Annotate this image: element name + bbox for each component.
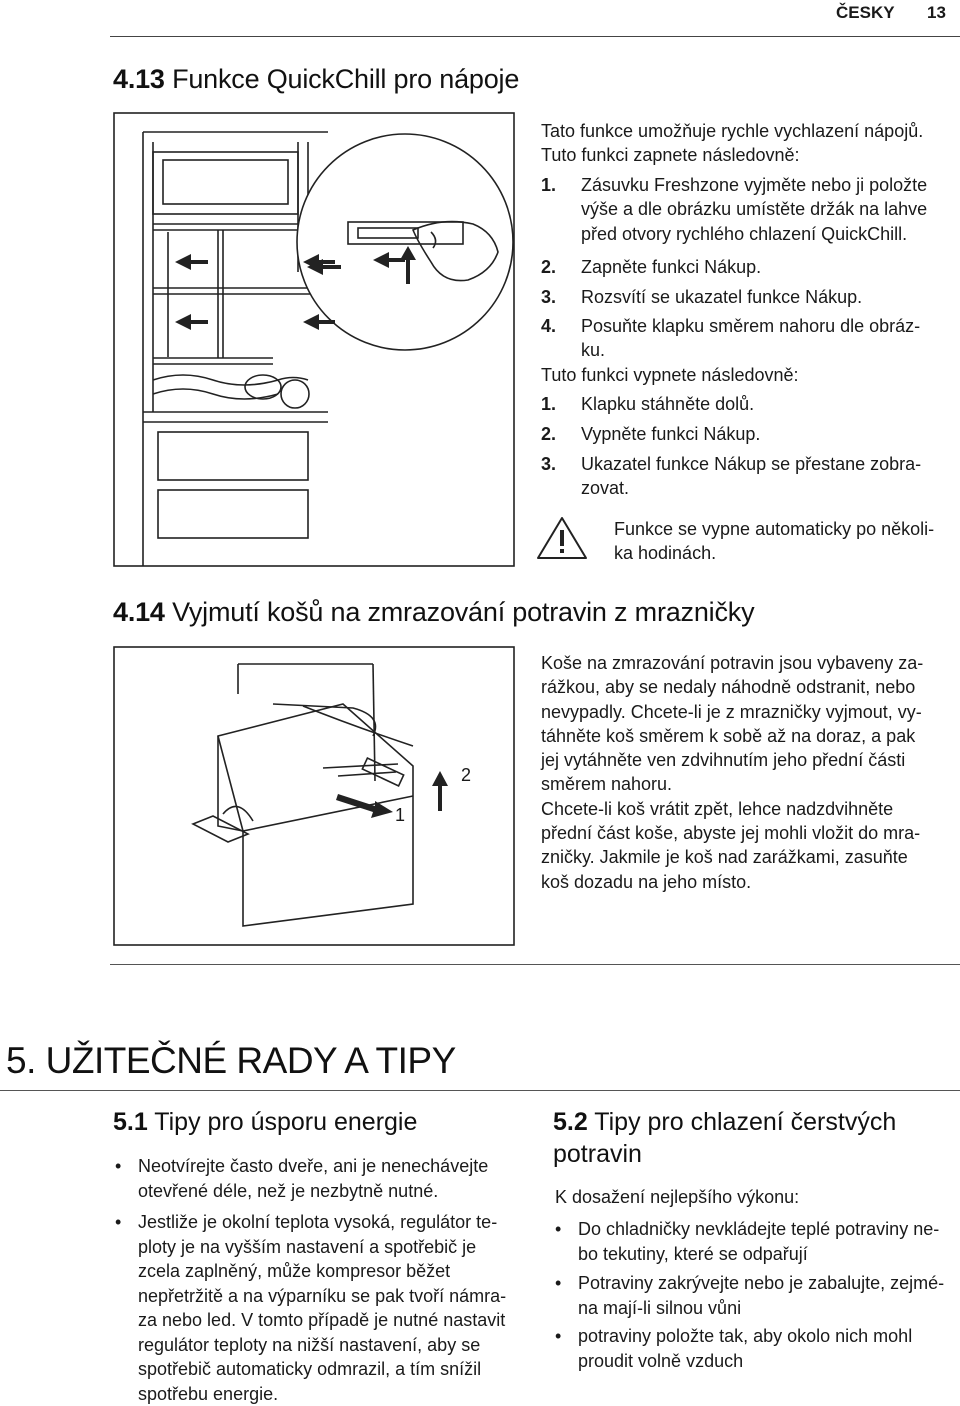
bullet-text: na mají-li silnou vůni bbox=[578, 1296, 944, 1321]
bullet-text: spotřebu energie. bbox=[138, 1382, 506, 1406]
section-4-14-heading bbox=[113, 597, 754, 628]
bullet-text: nepřetržitě a na výparníku se pak tvoří námra- bbox=[138, 1284, 506, 1309]
bullet-icon: • bbox=[555, 1217, 561, 1242]
section-4-13-heading bbox=[113, 64, 519, 95]
step-number: 3. bbox=[541, 285, 556, 309]
bullet-text: bo tekutiny, které se odpařují bbox=[578, 1242, 939, 1267]
body-line: nevypadly. Chcete-li je z mrazničky vyjmout, vy- bbox=[541, 700, 923, 724]
fridge-quickchill-illustration bbox=[113, 112, 515, 567]
bullet-text: ploty je na vyšším nastavení a spotřebič je bbox=[138, 1235, 506, 1260]
body-line: rážkou, aby se nedaly náhodně odstranit, nebo bbox=[541, 675, 923, 699]
freezer-basket-illustration bbox=[113, 646, 515, 946]
step-number: 1. bbox=[541, 392, 556, 416]
page-number: 13 bbox=[927, 3, 946, 23]
section-title-line: Tipy pro chlazení čerstvých bbox=[594, 1108, 896, 1136]
warning-text bbox=[614, 517, 934, 566]
section-4-14-body bbox=[541, 651, 923, 894]
step-text: Klapku stáhněte dolů. bbox=[581, 392, 754, 416]
step-text: Vypněte funkci Nákup. bbox=[581, 422, 760, 446]
step-text: Zapněte funkci Nákup. bbox=[581, 255, 761, 279]
body-line: jej vytáhněte ven zdvihnutím jeho přední části bbox=[541, 748, 923, 772]
body-line: Chcete-li koš vrátit zpět, lehce nadzdvihněte bbox=[541, 797, 923, 821]
step-number: 1. bbox=[541, 173, 556, 197]
section-title: Funkce QuickChill pro nápoje bbox=[172, 64, 519, 94]
bullet-icon: • bbox=[555, 1324, 561, 1349]
chapter-divider bbox=[0, 1090, 960, 1091]
section-title: Tipy pro úsporu energie bbox=[154, 1108, 417, 1136]
section-number: 4.13 bbox=[113, 64, 165, 94]
step-text: ku. bbox=[581, 338, 920, 362]
bullet-icon: • bbox=[555, 1271, 561, 1296]
bullet-text: otevřené déle, než je nezbytně nutné. bbox=[138, 1179, 488, 1204]
step-text: Ukazatel funkce Nákup se přestane zobra- bbox=[581, 452, 921, 476]
bullet-text: za nebo led. V tomto případě je nutné nastavit bbox=[138, 1308, 506, 1333]
bullet-text: spotřebič automaticky odmrazil, a tím snížil bbox=[138, 1357, 506, 1382]
bullet-icon: • bbox=[115, 1210, 121, 1235]
step-number: 2. bbox=[541, 422, 556, 446]
chapter-5-heading bbox=[6, 1040, 456, 1082]
off-intro: Tuto funkci vypnete následovně: bbox=[541, 363, 799, 387]
step-number: 3. bbox=[541, 452, 556, 476]
section-5-2-heading bbox=[553, 1106, 953, 1170]
bullet-text: zcela zaplněný, může kompresor běžet bbox=[138, 1259, 506, 1284]
section-title-line: potravin bbox=[553, 1140, 642, 1168]
body-line: přední část koše, abyste jej mohli vložit do mra- bbox=[541, 821, 923, 845]
bullet-text: Potraviny zakrývejte nebo je zabalujte, zejmé- bbox=[578, 1271, 944, 1296]
step-number: 2. bbox=[541, 255, 556, 279]
callout-1: 1 bbox=[395, 805, 405, 826]
intro-line: Tuto funkci zapnete následovně: bbox=[541, 143, 923, 167]
header-divider bbox=[110, 36, 960, 37]
bullet-text: Jestliže je okolní teplota vysoká, regulátor te- bbox=[138, 1210, 506, 1235]
bullet-text: proudit volně vzduch bbox=[578, 1349, 912, 1374]
intro-line: Tato funkce umožňuje rychle vychlazení nápojů. bbox=[541, 119, 923, 143]
warning-line: Funkce se vypne automaticky po několi- bbox=[614, 517, 934, 541]
bullet-icon: • bbox=[115, 1154, 121, 1179]
bullet-text: Neotvírejte často dveře, ani je nenechávejte bbox=[138, 1154, 488, 1179]
section-number: 5.1 bbox=[113, 1108, 148, 1136]
body-line: Koše na zmrazování potravin jsou vybaveny za- bbox=[541, 651, 923, 675]
body-line: zničky. Jakmile je koš nad zarážkami, zasuňte bbox=[541, 845, 923, 869]
section-5-2-intro: K dosažení nejlepšího výkonu: bbox=[555, 1185, 799, 1209]
body-line: směrem nahoru. bbox=[541, 772, 923, 796]
callout-2: 2 bbox=[461, 765, 471, 786]
chapter-title: UŽITEČNÉ RADY A TIPY bbox=[46, 1040, 456, 1081]
step-number: 4. bbox=[541, 314, 556, 338]
bullet-text: Do chladničky nevkládejte teplé potraviny ne- bbox=[578, 1217, 939, 1242]
section-number: 4.14 bbox=[113, 597, 165, 627]
section-number: 5.2 bbox=[553, 1108, 588, 1136]
chapter-number: 5. bbox=[6, 1040, 36, 1081]
section-4-13-intro bbox=[541, 119, 923, 168]
warning-line: ka hodinách. bbox=[614, 541, 934, 565]
warning-triangle-icon bbox=[536, 516, 588, 560]
bullet-text: potraviny položte tak, aby okolo nich mohl bbox=[578, 1324, 912, 1349]
step-text: výše a dle obrázku umístěte držák na lahve bbox=[581, 197, 927, 221]
header-language: ČESKY bbox=[836, 3, 895, 23]
section-divider bbox=[110, 964, 960, 965]
step-text: před otvory rychlého chlazení QuickChill. bbox=[581, 222, 927, 246]
step-text: zovat. bbox=[581, 476, 921, 500]
body-line: koš dozadu na jeho místo. bbox=[541, 870, 923, 894]
body-line: táhněte koš směrem k sobě až na doraz, a pak bbox=[541, 724, 923, 748]
step-text: Posuňte klapku směrem nahoru dle obráz- bbox=[581, 314, 920, 338]
section-5-1-heading bbox=[113, 1106, 417, 1138]
step-text: Zásuvku Freshzone vyjměte nebo ji položte bbox=[581, 173, 927, 197]
step-text: Rozsvítí se ukazatel funkce Nákup. bbox=[581, 285, 862, 309]
section-title: Vyjmutí košů na zmrazování potravin z mrazničky bbox=[172, 597, 754, 627]
bullet-text: regulátor teploty na nižší nastavení, aby se bbox=[138, 1333, 506, 1358]
